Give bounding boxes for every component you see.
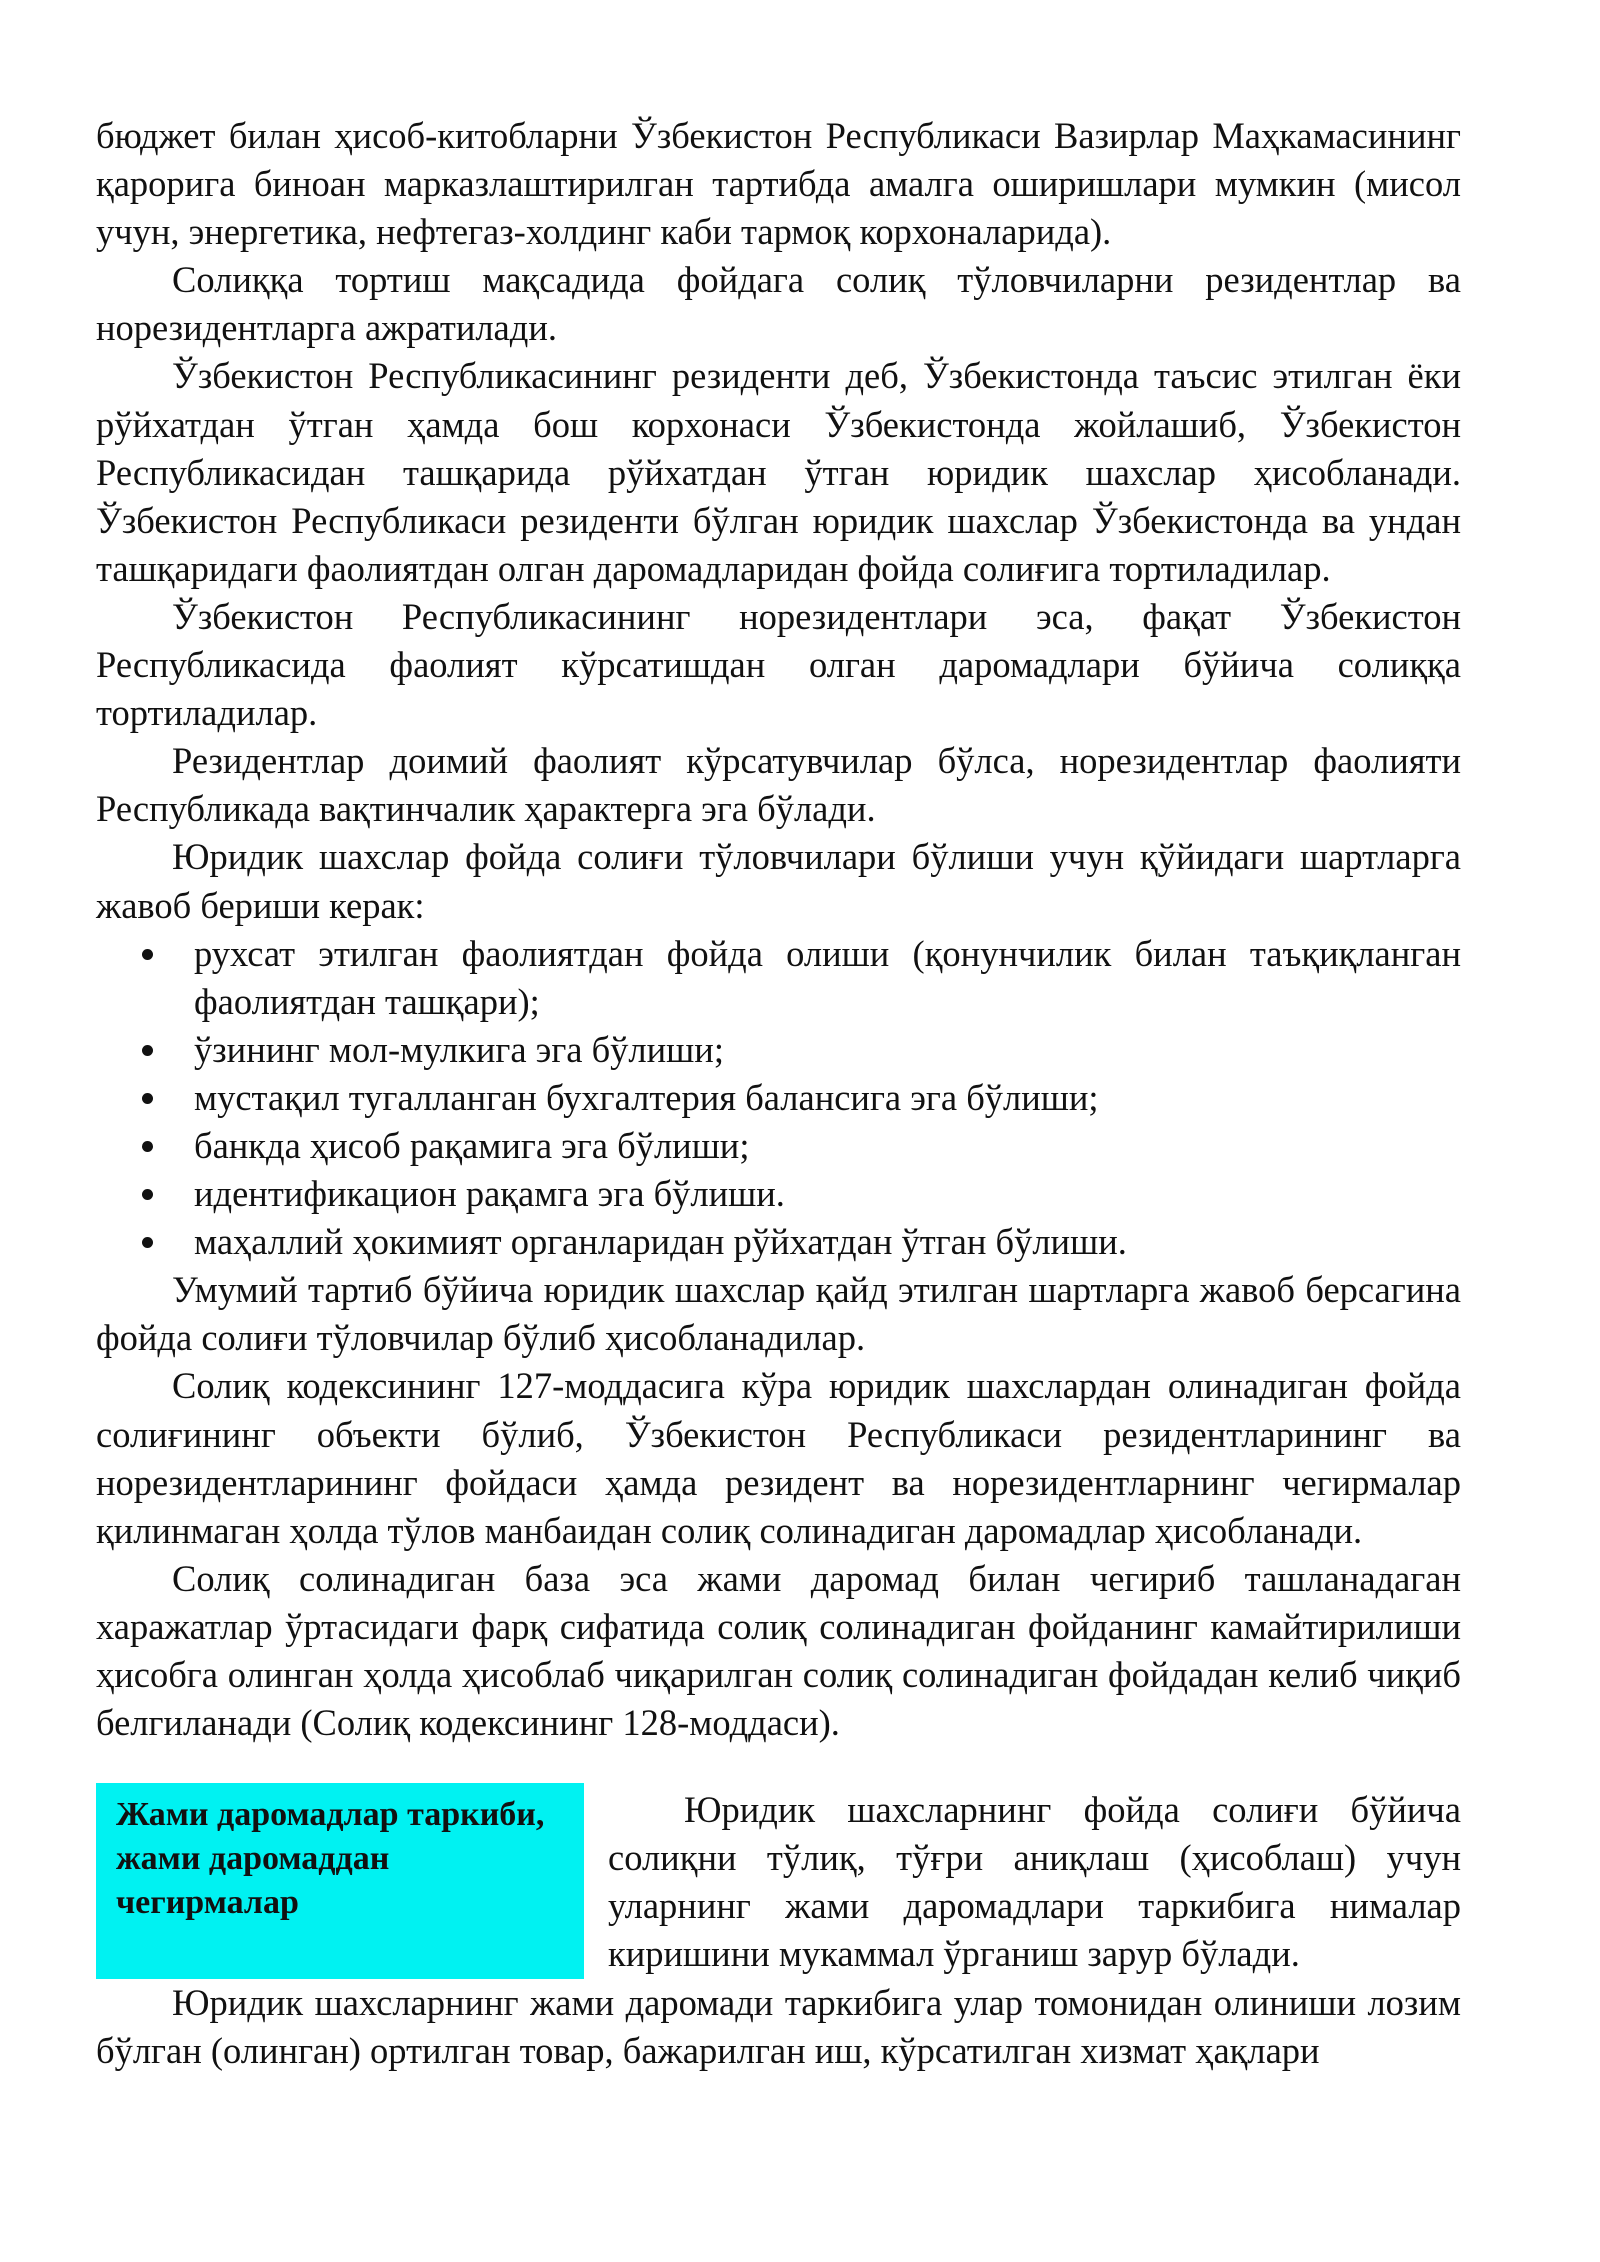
callout-paragraph: Юридик шахсларнинг фойда солиғи бўйича солиқни тўлиқ, тўғри аниқлаш (ҳисоблаш) учун уларнинг жами даромадлари таркибига нималар киришини мукаммал ўрганиш зарур бўлади. — [608, 1789, 1461, 1975]
bullet-icon — [142, 1093, 153, 1104]
list-item-text: банкда ҳисоб рақамига эга бўлиши; — [194, 1124, 750, 1166]
bullet-icon — [142, 1141, 153, 1152]
bullet-icon — [142, 1045, 153, 1056]
paragraph: Юридик шахслар фойда солиғи тўловчилари бўлиши учун қўйидаги шартларга жавоб бериши керак: — [96, 836, 1461, 926]
bullet-icon — [142, 1189, 153, 1200]
list-item — [96, 1170, 1461, 1218]
callout-heading: Жами даромадлар таркиби, жами даромаддан чегирмалар — [116, 1796, 545, 1922]
bullet-icon — [142, 949, 153, 960]
list-item-text: идентификацион рақамга эга бўлиши. — [194, 1173, 785, 1215]
list-item — [96, 1074, 1461, 1122]
paragraph: Солиққа тортиш мақсадида фойдага солиқ тўловчиларни резидентлар ва норезидентларга ажратилади. — [96, 259, 1461, 349]
bullet-icon — [142, 1237, 153, 1248]
paragraph: Ўзбекистон Республикасининг резиденти деб, Ўзбекистонда таъсис этилган ёки рўйхатдан ўтган ҳамда бош корхонаси Ўзбекистонда жойлашиб, Ўзбекистон Республикасидан ташқарида рўйхатдан ўтган юридик шахслар ҳисобланади. Ўзбекистон Республикаси резиденти бўлган юридик шахслар Ўзбекистонда ва ундан ташқаридаги фаолиятдан олган даромадларидан фойда солиғига тортиладилар. — [96, 355, 1461, 589]
paragraph: Ўзбекистон Республикасининг норезидентлари эса, фақат Ўзбекистон Республикасида фаолият кўрсатишдан олган даромадлари бўйича солиққа тортиладилар. — [96, 595, 1461, 734]
callout-section — [96, 1783, 1461, 1979]
paragraph: Солиқ кодексининг 127-моддасига кўра юридик шахслардан олинадиган фойда солиғининг объекти бўлиб, Ўзбекистон Республикаси резидентларининг ва норезидентларининг фойдаси ҳамда резидент ва норезидентларнинг чегирмалар қилинмаган ҳолда тўлов манбаидан солиқ солинадиган даромадлар ҳисобланади. — [96, 1365, 1461, 1551]
list-item — [96, 930, 1461, 1026]
list-item-text: маҳаллий ҳокимият органларидан рўйхатдан ўтган бўлиши. — [194, 1221, 1127, 1263]
paragraph: Юридик шахсларнинг жами даромади таркибига улар томонидан олиниши лозим бўлган (олинган) ортилган товар, бажарилган иш, кўрсатилган хизмат ҳақлари — [96, 1982, 1461, 2072]
document-page — [96, 112, 1461, 2075]
requirements-list — [96, 930, 1461, 1267]
callout-heading-box — [96, 1783, 584, 1979]
paragraph: Резидентлар доимий фаолият кўрсатувчилар бўлса, норезидентлар фаолияти Республикада вақтинчалик ҳарактерга эга бўлади. — [96, 740, 1461, 830]
list-item-text: мустақил тугалланган бухгалтерия балансига эга бўлиши; — [194, 1076, 1099, 1118]
list-item-text: рухсат этилган фаолиятдан фойда олиши (қонунчилик билан таъқиқланган фаолиятдан ташқари); — [194, 932, 1461, 1022]
list-item — [96, 1122, 1461, 1170]
list-item-text: ўзининг мол-мулкига эга бўлиши; — [194, 1028, 724, 1070]
paragraph: бюджет билан ҳисоб-китобларни Ўзбекистон Республикаси Вазирлар Маҳкамасининг қарорига биноан марказлаштирилган тартибда амалга оширишлари мумкин (мисол учун, энергетика, нефтегаз-холдинг каби тармоқ корхоналарида). — [96, 115, 1461, 253]
paragraph: Солиқ солинадиган база эса жами даромад билан чегириб ташланадаган харажатлар ўртасидаги фарқ сифатида солиқ солинадиган фойданинг камайтирилиши ҳисобга олинган ҳолда ҳисоблаб чиқарилган солиқ солинадиган фойдадан келиб чиқиб белгиланади (Солиқ кодексининг 128-моддаси). — [96, 1557, 1461, 1744]
list-item — [96, 1218, 1461, 1266]
list-item — [96, 1026, 1461, 1074]
paragraph: Умумий тартиб бўйича юридик шахслар қайд этилган шартларга жавоб берсагина фойда солиғи тўловчилар бўлиб ҳисобланадилар. — [96, 1269, 1461, 1359]
